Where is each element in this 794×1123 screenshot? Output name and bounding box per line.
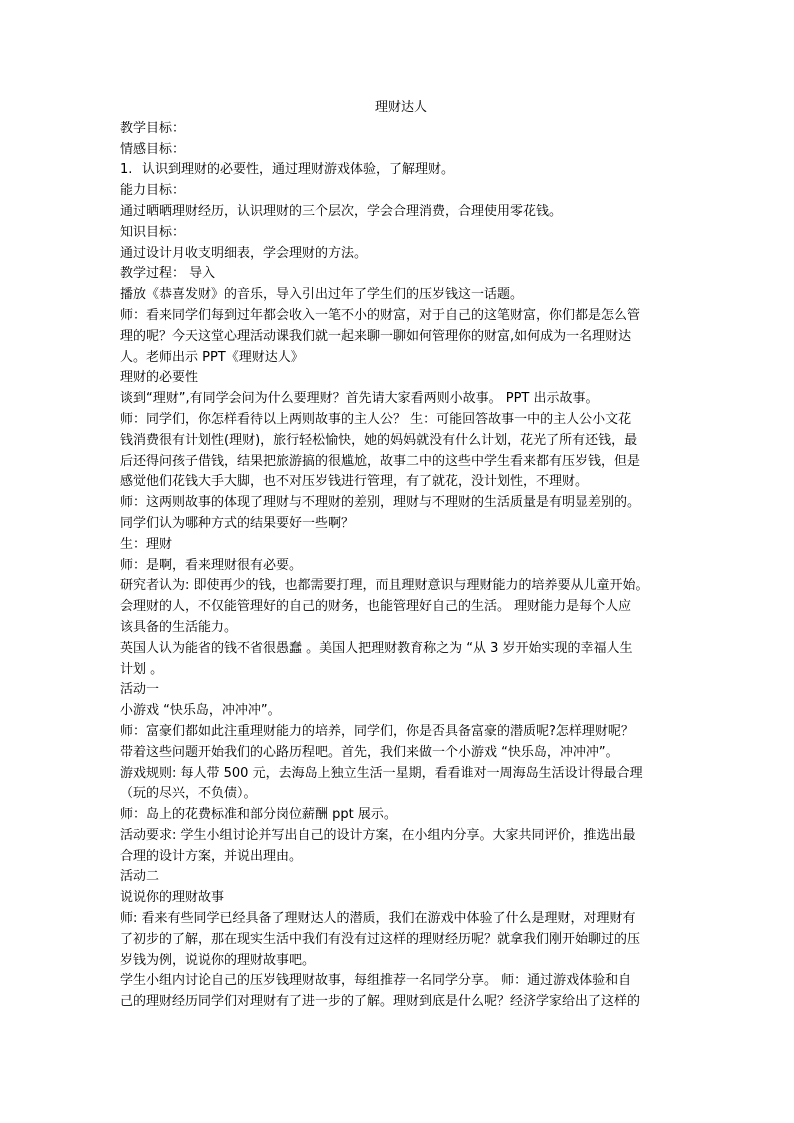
section-heading: 知识目标：: [120, 224, 186, 240]
paragraph-line: 师：看来同学们每到过年都会收入一笔不小的财富，对于自己的这笔财富，你们都是怎么管: [120, 307, 641, 323]
paragraph-line: 同学们认为哪种方式的结果要好一些啊？: [120, 515, 355, 531]
paragraph-line: 研究者认为: 即使再少的钱，也都需要打理，而且理财意识与理财能力的培养要从儿童开始。: [120, 578, 649, 594]
paragraph-line: 英国人认为能省的钱不省很愚蠢 。美国人把理财教育称之为 “从 3 岁开始实现的幸福人生: [120, 640, 633, 656]
paragraph-line: 带着这些问题开始我们的心路历程吧。首先，我们来做一个小游戏 “快乐岛，冲冲冲”。: [120, 744, 619, 760]
paragraph-line: 理的呢？今天这堂心理活动课我们就一起来聊一聊如何管理你的财富,如何成为一名理财达: [120, 328, 632, 344]
paragraph-line: （玩的尽兴，不负债）。: [120, 786, 257, 802]
paragraph-line: 合理的设计方案，并说出理由。: [120, 848, 303, 864]
paragraph-line: 小游戏 “快乐岛，冲冲冲”。: [120, 703, 281, 719]
section-heading: 活动二: [120, 869, 160, 885]
paragraph-line: 师: 看来有些同学已经具备了理财达人的潜质，我们在游戏中体验了什么是理财，对理财有: [120, 911, 636, 927]
paragraph-line: 播放《恭喜发财》的音乐，导入引出过年了学生们的压岁钱这一话题。: [120, 287, 524, 303]
paragraph-line: 师：这两则故事的体现了理财与不理财的差别，理财与不理财的生活质量是有明显差别的。: [120, 495, 641, 511]
section-heading: 情感目标：: [120, 141, 186, 157]
paragraph-line: 了初步的了解，那在现实生活中我们有没有过这样的理财经历呢？就拿我们刚开始聊过的压: [120, 931, 641, 947]
paragraph-line: 师：富豪们都如此注重理财能力的培养，同学们，你是否具备富豪的潜质呢?怎样理财呢？: [120, 723, 634, 739]
paragraph-line: 师：是啊，看来理财很有必要。: [120, 557, 303, 573]
paragraph-line: 师：同学们，你怎样看待以上两则故事的主人公？ 生：可能回答故事一中的主人公小文花: [120, 411, 632, 427]
section-heading: 理财的必要性: [120, 370, 199, 386]
paragraph-line: 计划 。: [120, 661, 164, 677]
paragraph-line: 岁钱为例，说说你的理财故事吧。: [120, 952, 316, 968]
paragraph-line: 活动要求: 学生小组讨论并写出自己的设计方案，在小组内分享。大家共同评价，推选出最: [120, 827, 636, 843]
paragraph-line: 师：岛上的花费标准和部分岗位薪酬 ppt 展示。: [120, 807, 397, 823]
section-heading: 教学目标：: [120, 120, 186, 136]
paragraph-line: 生：理财: [120, 536, 173, 552]
paragraph-line: 通过设计月收支明细表，学会理财的方法。: [120, 245, 368, 261]
paragraph-line: 谈到“理财”,有同学会问为什么要理财？首先请大家看两则小故事。 PPT 出示故事。: [120, 391, 599, 407]
paragraph-line: 己的理财经历同学们对理财有了进一步的了解。理财到底是什么呢？经济学家给出了这样的: [120, 994, 641, 1010]
section-heading: 能力目标：: [120, 183, 186, 199]
paragraph-line: 学生小组内讨论自己的压岁钱理财故事，每组推荐一名同学分享。 师：通过游戏体验和自: [120, 973, 632, 989]
paragraph-line: 会理财的人，不仅能管理好的自己的财务，也能管理好自己的生活。 理财能力是每个人应: [120, 599, 632, 615]
paragraph-line: 通过晒晒理财经历，认识理财的三个层次，学会合理消费，合理使用零花钱。: [120, 203, 563, 219]
paragraph-line: 后还得问孩子借钱，结果把旅游搞的很尴尬，故事二中的这些中学生看来都有压岁钱，但是: [120, 453, 641, 469]
paragraph-line: 该具备的生活能力。: [120, 619, 238, 635]
paragraph-line: 人。老师出示 PPT《理财达人》: [120, 349, 304, 365]
paragraph-line: 感觉他们花钱大手大脚，也不对压岁钱进行管理，有了就花，没计划性，不理财。: [120, 474, 589, 490]
paragraph-line: 游戏规则: 每人带 500 元，去海岛上独立生活一星期，看看谁对一周海岛生活设计得最合理: [120, 765, 643, 781]
document-title: 理财达人: [374, 100, 427, 115]
paragraph-line: 钱消费很有计划性(理财)，旅行轻松愉快，她的妈妈就没有什么计划，花光了所有还钱，最: [120, 432, 638, 448]
list-number: 1.: [120, 162, 133, 178]
list-text: 认识到理财的必要性，通过理财游戏体验，了解理财。: [142, 162, 455, 178]
paragraph-line: 说说你的理财故事: [120, 890, 225, 906]
section-heading: 活动一: [120, 682, 160, 698]
document-body: [120, 119, 794, 1013]
section-heading: 教学过程： 导入: [120, 266, 216, 282]
list-item: [120, 160, 680, 181]
